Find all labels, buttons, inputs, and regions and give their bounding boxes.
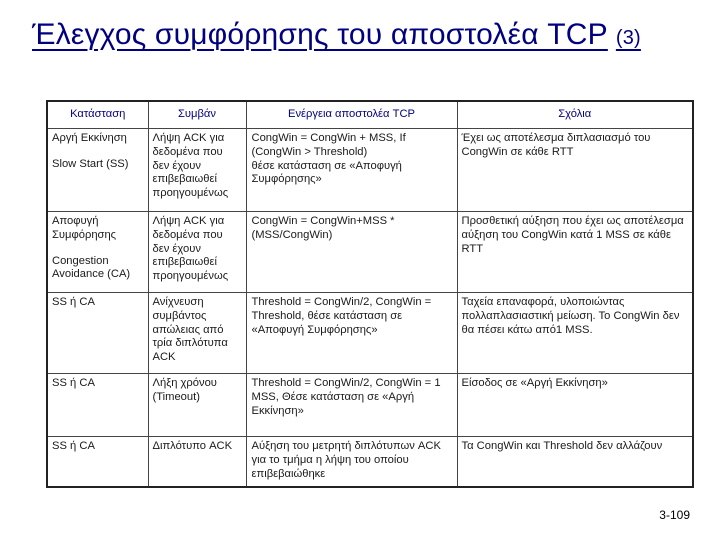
table-header-row xyxy=(47,101,693,129)
state-cell: SS ή CA xyxy=(47,374,148,437)
action-cell: Threshold = CongWin/2, CongWin = 1 MSS, Θέσε κατάσταση σε «Αργή Εκκίνηση» xyxy=(246,374,457,437)
event-cell: Ανίχνευση συμβάντος απώλειας από τρία διπλότυπα ACK xyxy=(148,293,246,374)
event-cell: Λήψη ACK για δεδομένα που δεν έχουν επιβεβαιωθεί προηγουμένως xyxy=(148,129,246,212)
state-name-english: Slow Start (SS) xyxy=(52,157,129,170)
header-action: Ενέργεια αποστολέα TCP xyxy=(246,101,457,129)
tcp-congestion-table xyxy=(46,100,694,488)
state-name-english: Congestion Avoidance (CA) xyxy=(52,254,131,281)
table-row xyxy=(47,437,693,487)
page-number: 3-109 xyxy=(659,508,690,522)
table-row xyxy=(47,212,693,293)
table-row xyxy=(47,374,693,437)
state-cell: SS ή CA xyxy=(47,437,148,487)
event-cell: Διπλότυπο ACK xyxy=(148,437,246,487)
state-name-greek: Αργή Εκκίνηση xyxy=(52,132,127,144)
title-text: Έλεγχος συμφόρησης του αποστολέα TCP xyxy=(32,18,608,51)
action-cell: CongWin = CongWin+MSS * (MSS/CongWin) xyxy=(246,212,457,293)
comment-cell: Είσοδος σε «Αργή Εκκίνηση» xyxy=(457,374,693,437)
state-cell xyxy=(47,129,148,212)
comment-cell: Ταχεία επαναφορά, υλοποιώντας πολλαπλασιαστική μείωση. Το CongWin δεν θα πέσει κάτω από1 MSS. xyxy=(457,293,693,374)
header-event: Συμβάν xyxy=(148,101,246,129)
slide-title xyxy=(32,18,641,52)
state-cell xyxy=(47,212,148,293)
table-row xyxy=(47,129,693,212)
state-cell: SS ή CA xyxy=(47,293,148,374)
event-cell: Λήψη ACK για δεδομένα που δεν έχουν επιβεβαιωθεί προηγουμένως xyxy=(148,212,246,293)
action-cell xyxy=(246,129,457,212)
title-suffix: (3) xyxy=(615,27,641,49)
comment-cell: Έχει ως αποτέλεσμα διπλασιασμό του CongWin σε κάθε RTT xyxy=(457,129,693,212)
comment-cell: Τα CongWin και Threshold δεν αλλάζουν xyxy=(457,437,693,487)
header-state: Κατάσταση xyxy=(47,101,148,129)
action-cell: Αύξηση του μετρητή διπλότυπων ACK για το τμήμα η λήψη του οποίου επιβεβαιώθηκε xyxy=(246,437,457,487)
event-cell: Λήξη χρόνου (Timeout) xyxy=(148,374,246,437)
action-text: CongWin = CongWin + MSS, If (CongWin > Threshold) θέσε κατάσταση σε «Αποφυγή Συμφόρησης» xyxy=(251,132,406,186)
comment-cell: Προσθετική αύξηση που έχει ως αποτέλεσμα αύξηση του CongWin κατά 1 MSS σε κάθε RTT xyxy=(457,212,693,293)
table-row xyxy=(47,293,693,374)
state-name-greek: Αποφυγή Συμφόρησης xyxy=(52,215,117,241)
header-comments: Σχόλια xyxy=(457,101,693,129)
action-cell: Threshold = CongWin/2, CongWin = Threshold, θέσε κατάσταση σε «Αποφυγή Συμφόρησης» xyxy=(246,293,457,374)
